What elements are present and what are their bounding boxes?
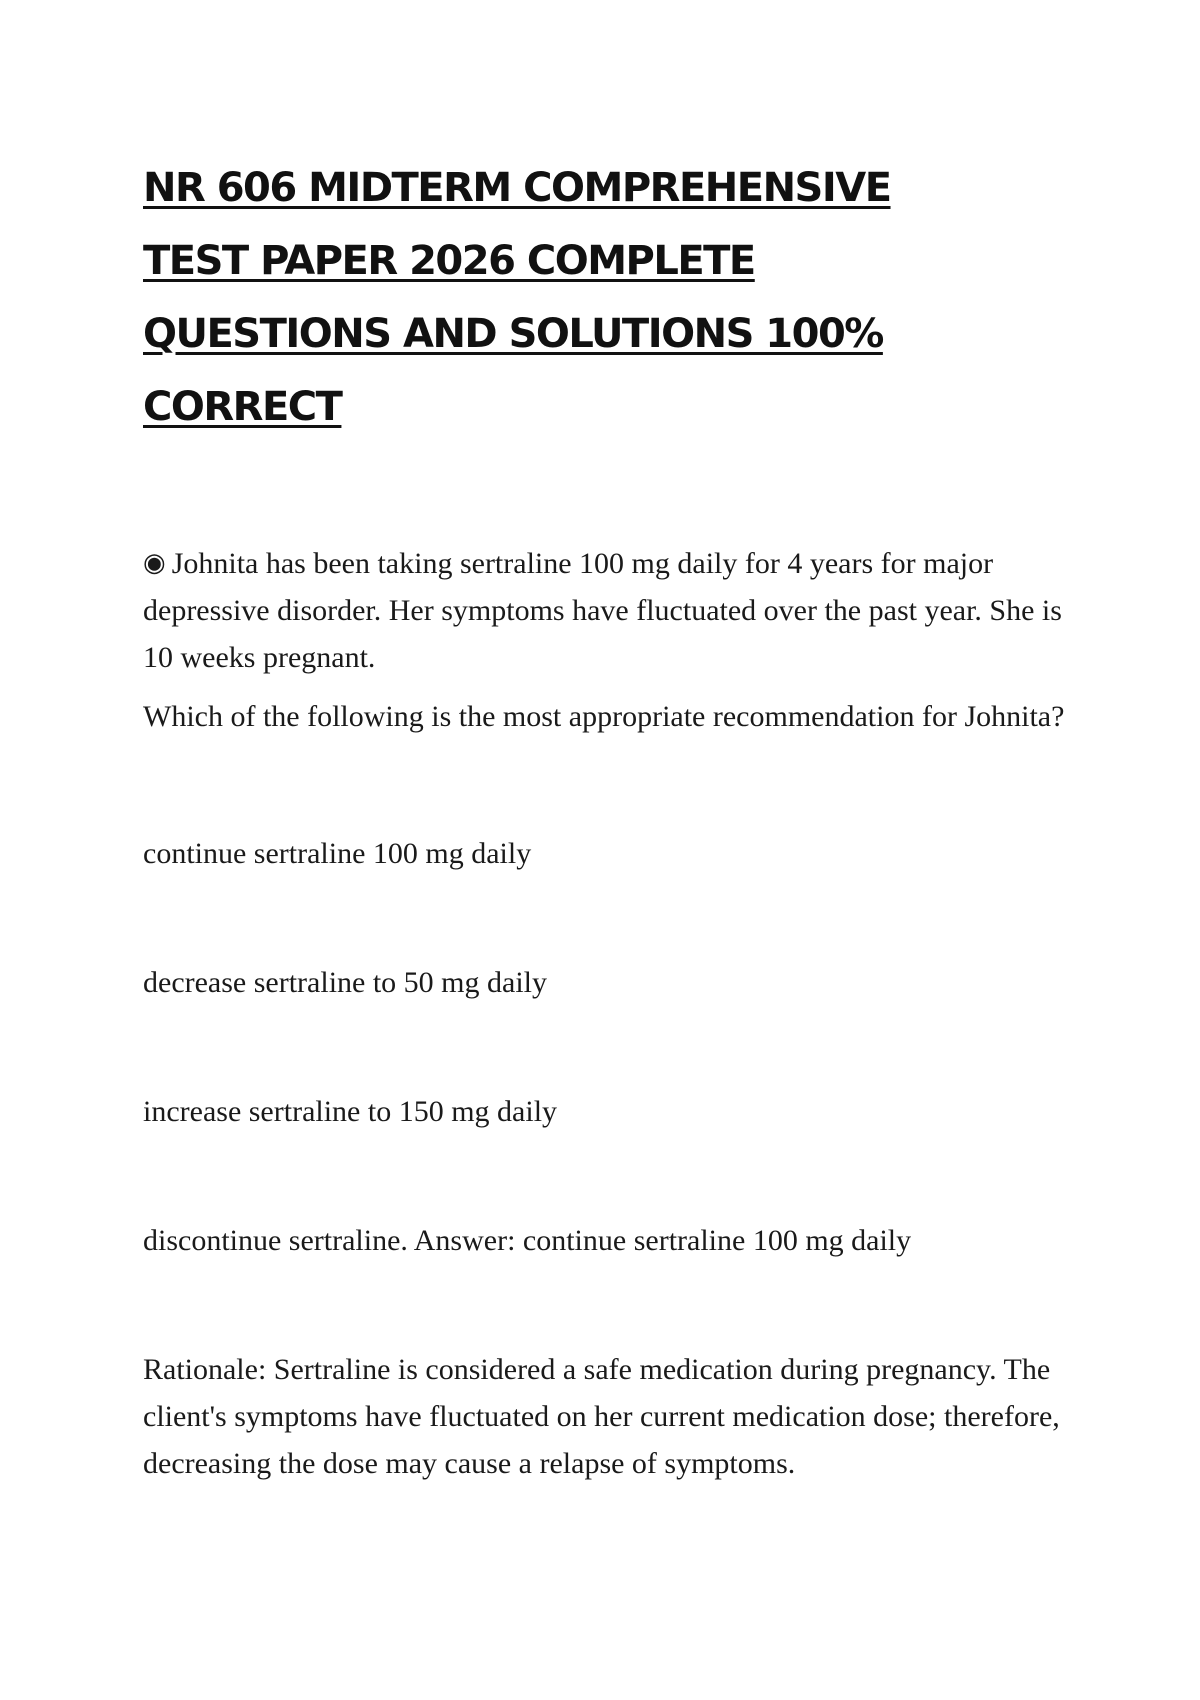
radio-bullet-icon: ◉ [143, 548, 166, 577]
rationale-paragraph: Rationale: Sertraline is considered a safe medication during pregnancy. The client's symptoms have fluctuated on her current medication dose; therefore, decreasing the dose may cause a relapse of symptoms. [143, 1353, 1060, 1480]
question-prompt: Which of the following is the most appropriate recommendation for Johnita? [143, 700, 1065, 733]
option-decrease: decrease sertraline to 50 mg daily [143, 966, 548, 999]
option-increase: increase sertraline to 150 mg daily [143, 1095, 558, 1128]
option-discontinue-with-answer: discontinue sertraline. Answer: continue sertraline 100 mg daily [143, 1224, 912, 1257]
option-continue: continue sertraline 100 mg daily [143, 837, 532, 870]
document-title: NR 606 MIDTERM COMPREHENSIVE TEST PAPER 2026 COMPLETE QUESTIONS AND SOLUTIONS 100% CORRECT [143, 165, 891, 430]
question-stem-text: Johnita has been taking sertraline 100 mg daily for 4 years for major depressive disorder. Her symptoms have fluctuated over the past year. She is 10 weeks pregnant. [143, 547, 1062, 674]
answer-options [143, 830, 1090, 1264]
question-stem [143, 539, 1093, 681]
